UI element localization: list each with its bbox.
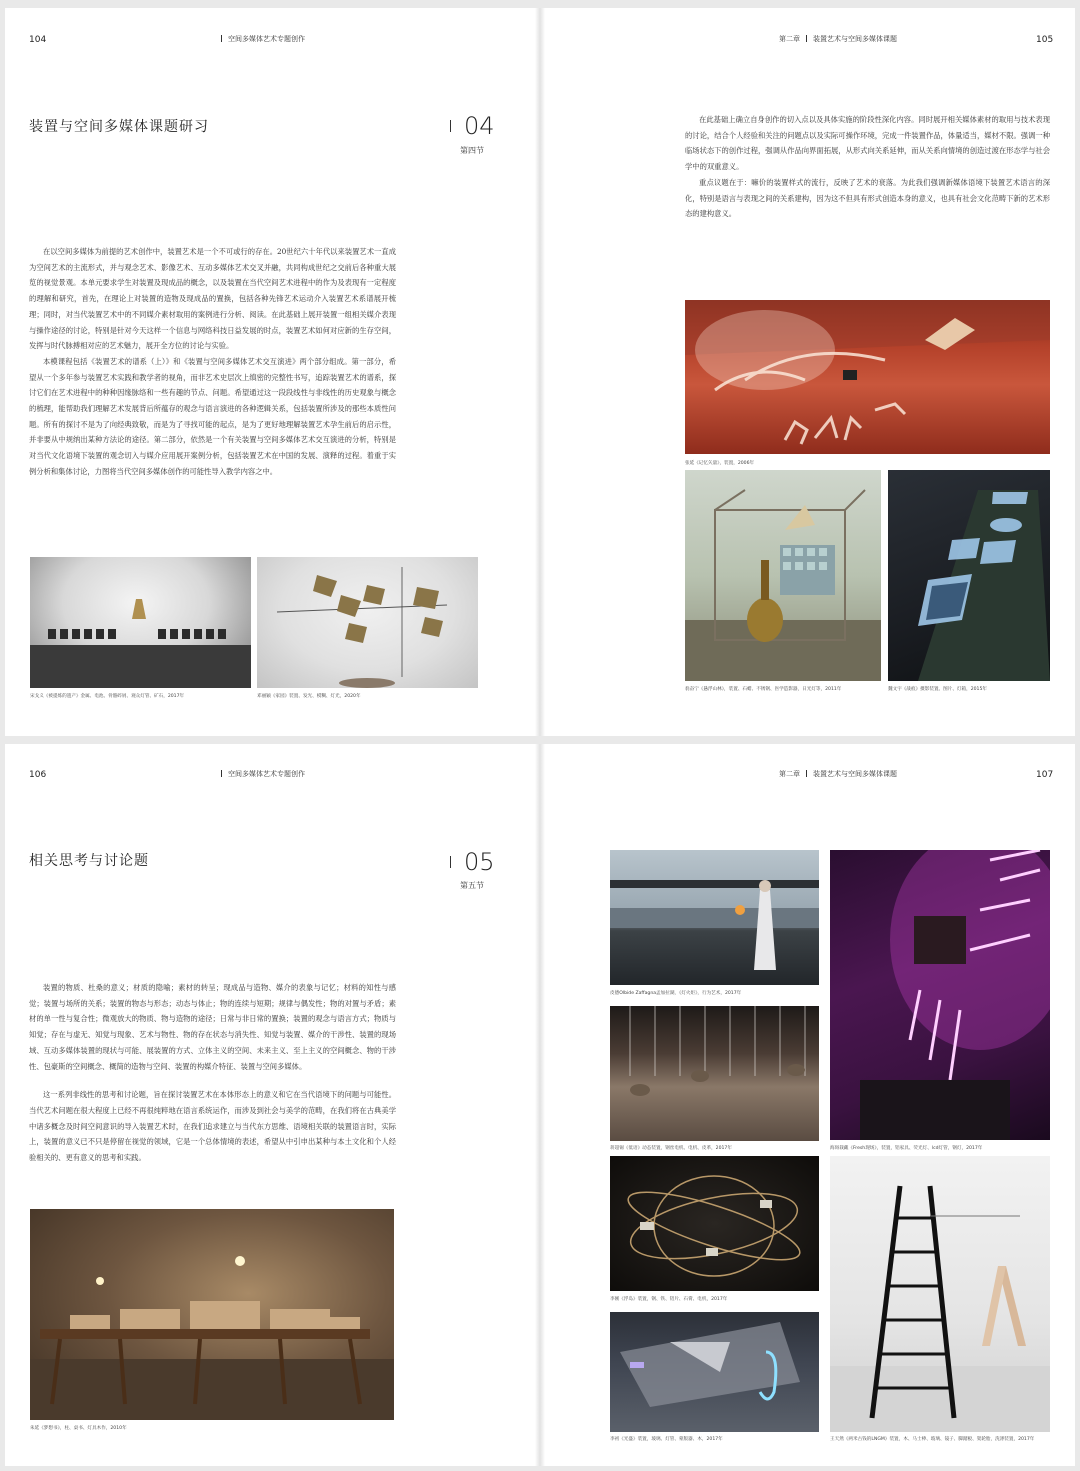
installation-photo bbox=[830, 850, 1050, 1140]
paragraph: 在以空间多媒体为前提的艺术创作中，装置艺术是一个不可或行的存在。20世纪六十年代以来装置艺术一直成为空间艺术的主流形式，并与观念艺术、影像艺术、互动多媒体艺术交叉并融，共同构成世纪之交前后各种重大展览的视觉景观。本单元要求学生对装置及现成品的概念，以及装置在当代空间艺术进程中的作为及表现有一定程度的理解和研究，首先，在理论上对装置的造物及现成品的置换，包括各种先锋艺术运动介入装置艺术系谱展开梳理；同时，对当代装置艺术中的不同媒介素材取用的案例进行分析、阅读。在此基础上展开装置一组相关媒介表现与操作途径的讨论，特别是针对今天这样一个信息与网络科技日益发展的时点，装置艺术如何对应新的生存空间，发挥与时代脉搏相对应的艺术魅力，展开全方位的讨论与实验。 bbox=[29, 247, 396, 351]
paragraph: 本模课程包括《装置艺术的谱系（上）》和《装置与空间多媒体艺术交互演进》两个部分组成。第一部分，希望从一个多年参与装置艺术实践和教学者的视角，而非艺术史层次上缜密的完整性书写，追踪装置艺术的谱系，探讨它们在艺术进程中的种种因缘脉络和一些有趣的节点、问题。希望通过这一段段线性与非线性的历史观象与概念的梳理，能帮助我们理解艺术发展背后所蕴存的观念与语言演进的各种逻辑关系，包括装置所涉及的那些本质性问题。所有的探讨不是为了向经典致敬，而是为了寻找可能的起点，是为了更好地理解装置艺术孕生前后的启示性，并非要从中规纳出某种方法论的途径。第二部分，依然是一个有关装置与空间多媒体艺术交互演进的分析，特别是对当代文化语境下装置的观念切入与媒介应用展开案例分析，包括装置艺术在中国的发展、演释的过程。着重于实例分析和集体讨论，力图将当代空间多媒体创作的可能性导入教学内容之中。 bbox=[29, 356, 396, 476]
photo-caption: 宋戈义《被提炼的遗产》金属、电池、骨骼碎屑、观众灯管、矿石，2017年 bbox=[30, 694, 185, 699]
photo-caption: 王天然《两米古钱的LNGM》装置，木、马士棒、玻璃、镜子、脚踏板、架轮胎，洗涤装置，2017年 bbox=[830, 1437, 1035, 1442]
section-number: 05 bbox=[464, 848, 495, 876]
photo-caption: 海斑栽藏《Fresh现场》，装置，铝家具、荧光灯、lcd灯管，钢灯，2017年 bbox=[830, 1146, 983, 1151]
section-label: 第五节 bbox=[460, 881, 484, 890]
photo-caption: 皮德Olbide Zaffagna孟加拉湖，《灯火炬》，行为艺术，2017年 bbox=[610, 991, 742, 996]
page-number: 104 bbox=[29, 35, 47, 45]
photo-caption: 魏文宇《战痕》摄影装置、图片、灯箱，2015年 bbox=[888, 687, 987, 692]
installation-photo bbox=[610, 1312, 819, 1432]
installation-photo bbox=[30, 557, 251, 688]
top-spread bbox=[5, 8, 1075, 736]
photo-caption: 翁奋宁《悬浮山林》，装置、石蜡、不锈钢、医学造影器，日光灯等，2011年 bbox=[685, 687, 842, 692]
paragraph: 装置的物质、杜桑的意义；材质的隐喻；素材的转呈；现成品与造物、媒介的表象与记忆；材料的知性与感觉；装置与场所的关系；装置的物态与形态；动态与体止；物的连续与短期；规律与偶发性；物的对置与矛盾；素材的单一性与复合性；微观放大的物质、物与造物的途径；日常与非日常的置换；装置的观念与语言方式；物质与知觉；存在与虚无、知觉与现象、艺术与物性、物的存在状态与消失性、知觉与装置、媒介的干涉性、装置的现场域、互动多媒体装置的现状与可能、展装置的方式、立体主义的空间、未来主义、至上主义的空间概念、物的干涉性、包豪斯的空间概念、概简的造物与空间、装置的构媒介特征、装置与空间多媒体。 bbox=[29, 983, 396, 1071]
running-head-chapter: 第二章 装置艺术与空间多媒体课题 bbox=[779, 770, 897, 778]
installation-photo bbox=[888, 470, 1050, 681]
photo-caption: 李初《光盛》装置，玻璃、灯管、蒙版器、木，2017年 bbox=[610, 1437, 723, 1442]
installation-photo bbox=[610, 1006, 819, 1141]
running-head-chapter: 第二章 装置艺术与空间多媒体课题 bbox=[779, 35, 897, 43]
installation-photo bbox=[610, 1156, 819, 1291]
section-number: 04 bbox=[464, 112, 495, 140]
body-text bbox=[29, 244, 396, 480]
installation-photo bbox=[685, 300, 1050, 454]
installation-photo bbox=[257, 557, 478, 688]
section-title: 装置与空间多媒体课题研习 bbox=[29, 119, 209, 135]
running-head: 空间多媒体艺术专题创作 bbox=[215, 34, 305, 44]
photo-caption: 朱延《梦想书》，柱、桌书、灯具木作，2010年 bbox=[30, 1426, 127, 1431]
installation-photo bbox=[685, 470, 881, 681]
paragraph: 在此基础上确立自身创作的切入点以及具体实施的阶段性深化内容。同时展开相关媒体素材的取用与技术表现的讨论，结合个人经验和关注的问题点以及实际可操作环境，完成一件装置作品，体量适当，媒材不限。强调一种临场状态下的创作过程，强调从作品向界面拓展，从形式向关系延伸，而从关系向情境的创造过渡在形态学与社会学中的双重意义。 bbox=[685, 115, 1050, 172]
installation-photo bbox=[30, 1209, 394, 1420]
running-head: 空间多媒体艺术专题创作 bbox=[215, 769, 305, 779]
installation-photo bbox=[610, 850, 819, 985]
section-label: 第四节 bbox=[460, 146, 484, 155]
bottom-spread bbox=[5, 744, 1075, 1466]
photo-caption: 张延《记忆矢量》，装置，2006年 bbox=[685, 461, 755, 466]
photo-caption: 蒋超锡《低语》动态装置，钢丝电机、电机、皮革，2017年 bbox=[610, 1146, 732, 1151]
photo-caption: 邓丽颖《家园》装置、发光、模糊、灯光，2020年 bbox=[257, 694, 361, 699]
paragraph: 重点议题在于：嘛价的装置样式的流行，反映了艺术的衰落。为此我们强调新媒体语境下装置艺术语言的深化，特别是语言与表现之间的关系建构，因为这不但具有形式创造本身的意义，也具有社会文化范畴下新的艺术形态的建构意义。 bbox=[685, 177, 1050, 219]
photo-caption: 李刚《浮岛》装置，钢、铁、铝片、石膏、电机，2017年 bbox=[610, 1297, 728, 1302]
book-gutter bbox=[535, 8, 545, 736]
body-text bbox=[685, 112, 1050, 222]
page-number: 107 bbox=[1036, 770, 1054, 780]
body-text bbox=[29, 980, 396, 1166]
page-number: 106 bbox=[29, 770, 47, 780]
paragraph: 这一系列非线性的思考和讨论题，旨在探讨装置艺术在本体形态上的意义和它在当代语境下的问题与可能性。当代艺术问题在很大程度上已经不再很纯粹地在语言系统运作，而涉及到社会与美学的范畴，在我们将在古典美学中诸多概念及时间空间意识的导入装置艺术时，在我们追求建立与当代东方思维、语境相关联的装置语言时，实际上，装置的意义已不只是停留在视觉的领域，它是一个总体情境的表述，希望从中引申出某种与本土文化和个人经验相关的、更有意义的思考和实践。 bbox=[29, 1090, 396, 1163]
section-title: 相关思考与讨论题 bbox=[29, 853, 149, 869]
installation-photo bbox=[830, 1156, 1050, 1432]
book-gutter bbox=[535, 744, 545, 1466]
page-number: 105 bbox=[1036, 35, 1054, 45]
